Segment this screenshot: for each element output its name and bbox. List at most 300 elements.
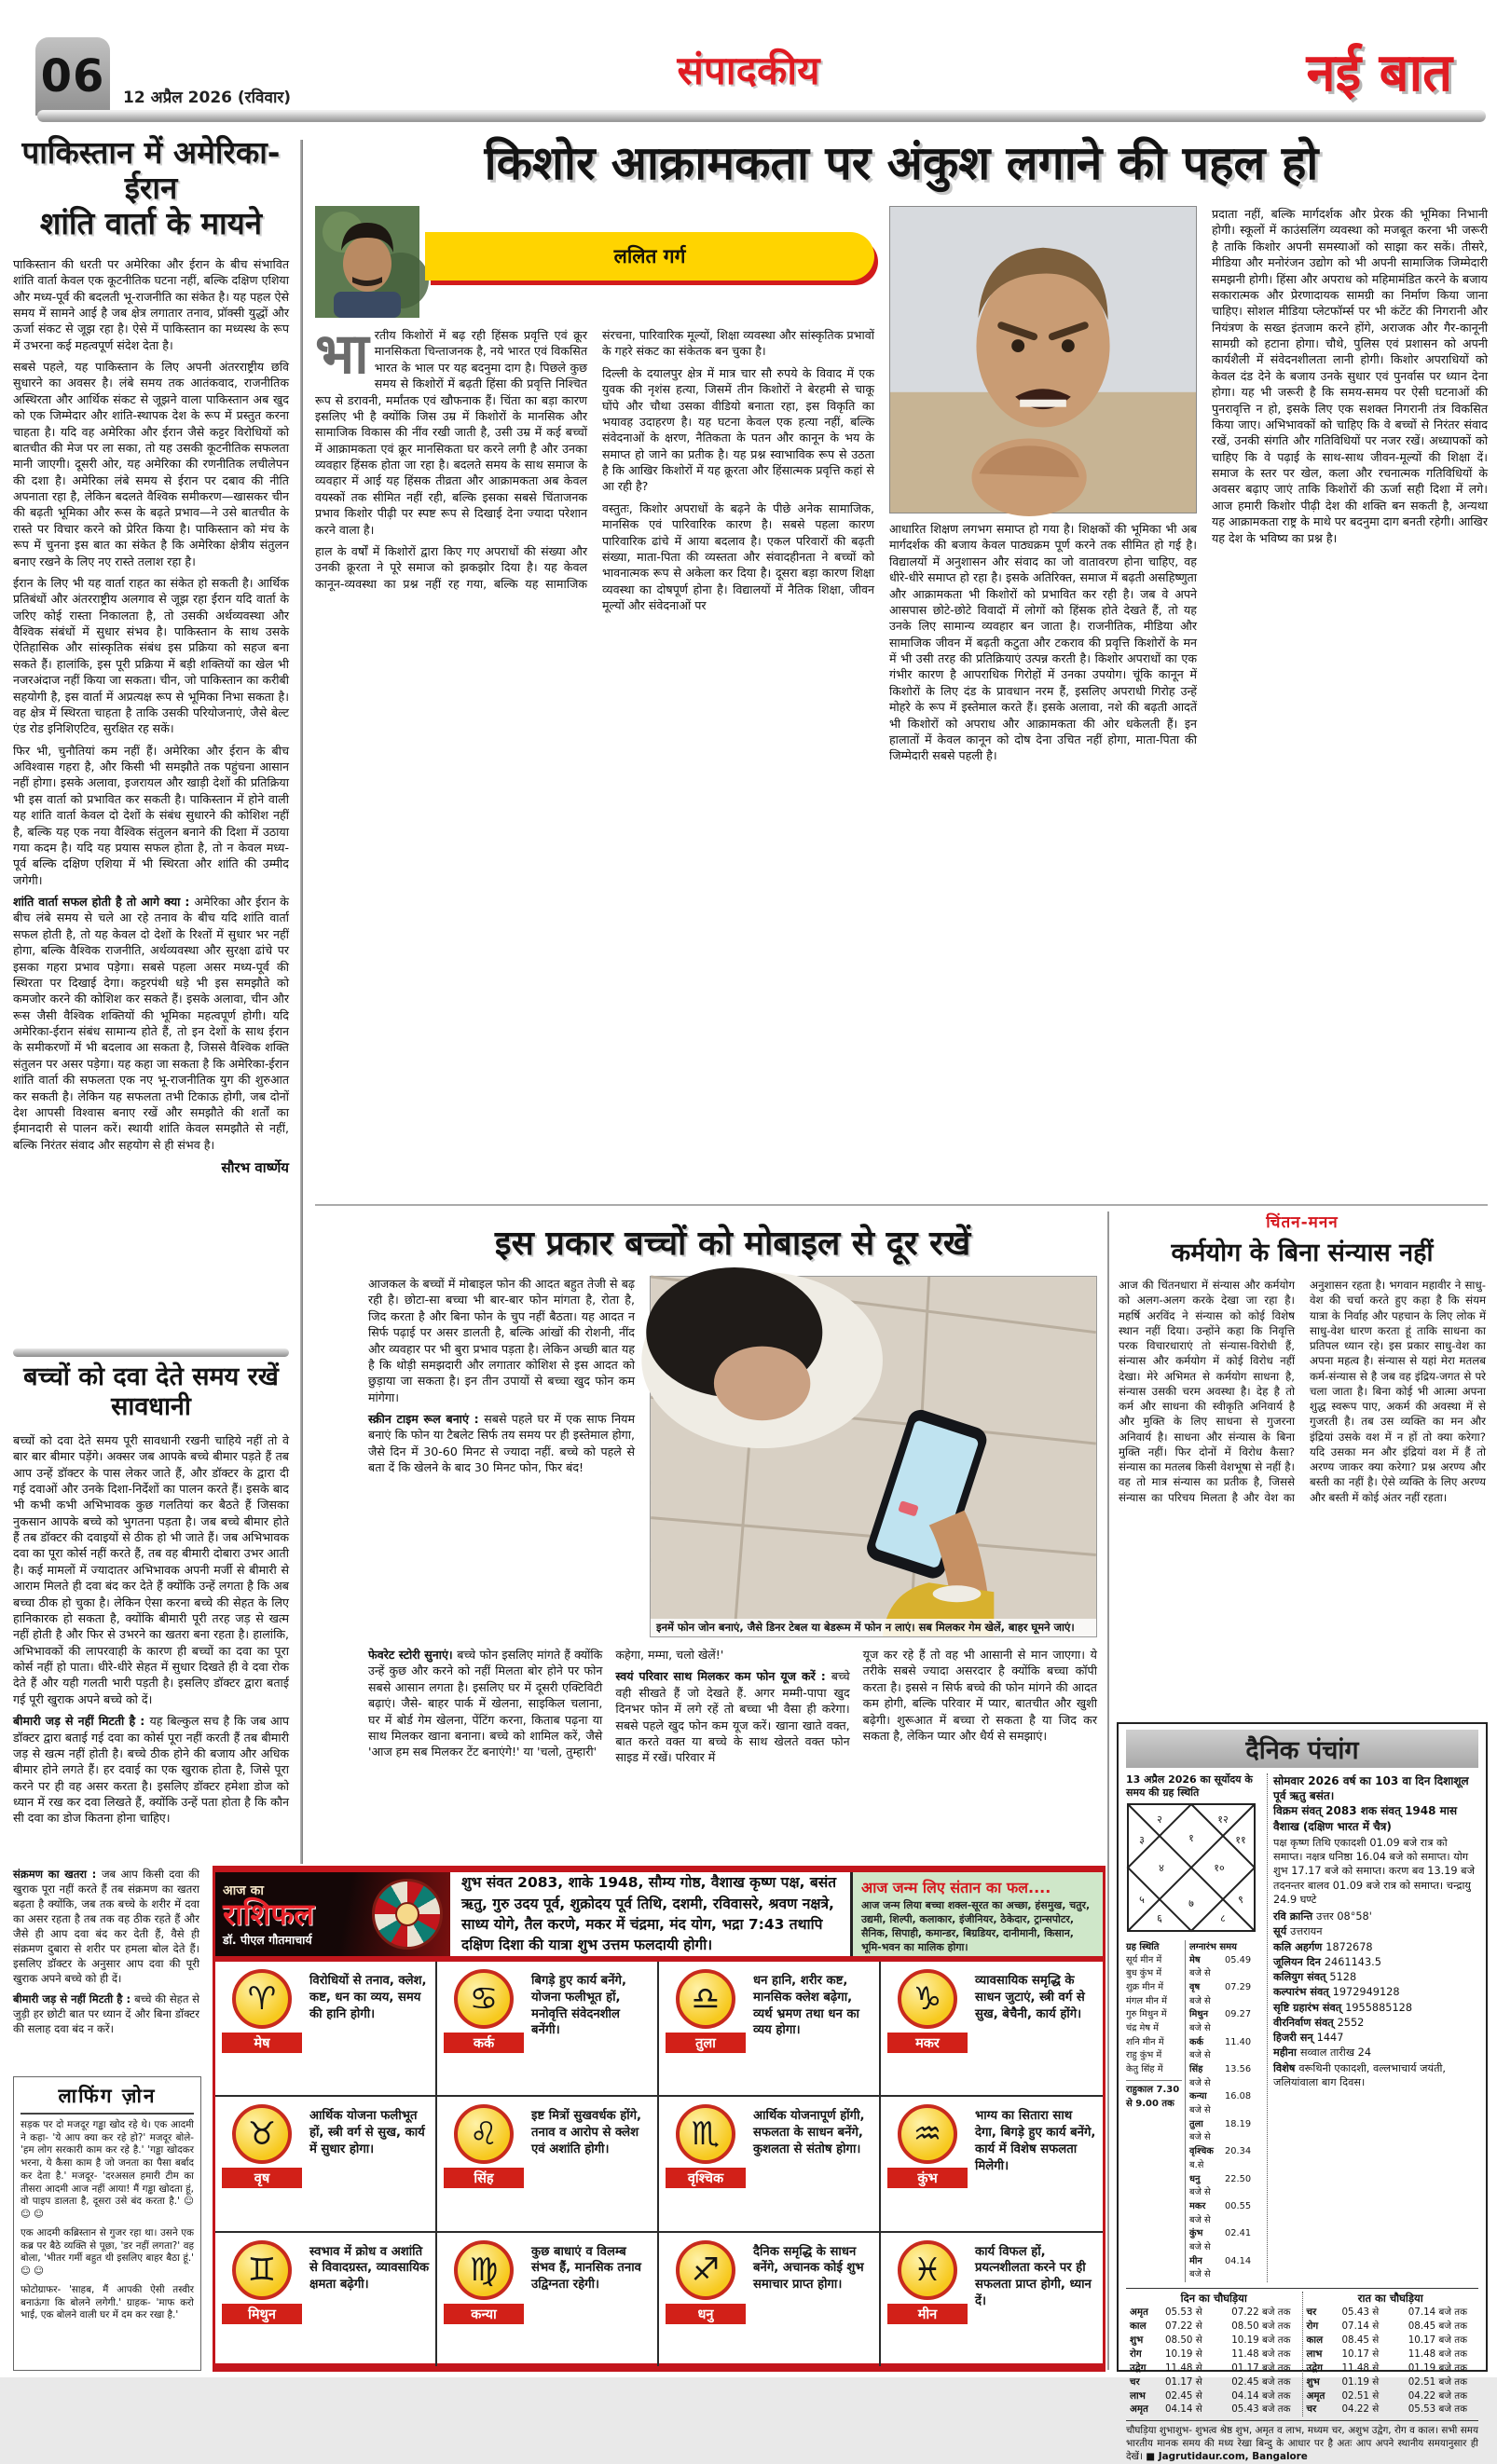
lagna-row bbox=[1189, 2200, 1262, 2227]
zodiac-name: सिंह bbox=[444, 2168, 524, 2188]
lagna-sign: कन्या bbox=[1189, 2091, 1207, 2102]
paragraph-text: ईरान के लिए भी यह वार्ता राहत का संकेत हो सकती है। आर्थिक प्रतिबंधों और अंतरराष्ट्रीय अलगाव से जूझ रहा ईरान यदि वार्ता के जरिए कोई रास्ता निकालता है, तो उसकी अर्थव्यवस्था और वैश्विक संबंधों में सुधार संभव है। पाकिस्तान के साथ उसके ऐतिहासिक और सांस्कृतिक संबंध इस प्रक्रिया को सहज बना सकते हैं। हालांकि, इस पूरी प्रक्रिया में बड़ी शक्तियों का खेल भी नजरअंदाज नहीं किया जा सकता। चीन, जो पाकिस्तान का करीबी सहयोगी है, इस वार्ता में अप्रत्यक्ष रूप से भूमिका निभा सकता है। वह क्षेत्र में स्थिरता चाहता है ताकि उसकी परियोजनाएं, जैसे बेल्ट एंड रोड इनिशिएटिव, सुरक्षित रह सकें। bbox=[13, 575, 289, 736]
angry-teen-photo bbox=[889, 206, 1197, 513]
zodiac-prediction: इष्ट मित्रों सुखवर्धक होंगे, तनाव व आरोप से क्लेश एवं अशांति होगी। bbox=[531, 2109, 642, 2156]
gemini-icon-glyph: ♊ bbox=[247, 2251, 277, 2289]
zodiac-cell bbox=[437, 1962, 659, 2097]
zodiac-name: कर्क bbox=[444, 2033, 524, 2053]
fact-value: 5128 bbox=[1329, 1971, 1357, 1983]
chaughadiya-to: 02.45 बजे तक bbox=[1231, 2375, 1291, 2388]
chaughadiya-row bbox=[1130, 2361, 1298, 2375]
zodiac-name: धनु bbox=[666, 2304, 746, 2324]
chaughadiya-name: रोग bbox=[1130, 2348, 1142, 2360]
chaughadiya-name: अमृत bbox=[1130, 2307, 1148, 2318]
lagna-sign: तुला bbox=[1189, 2118, 1203, 2129]
fact-value: 1972949128 bbox=[1332, 1986, 1400, 1999]
chaughadiya-row bbox=[1307, 2402, 1476, 2416]
chaughadiya-from: 05.43 से bbox=[1341, 2307, 1380, 2318]
panchang-fact bbox=[1273, 1955, 1478, 1969]
author-ribbon bbox=[425, 232, 874, 281]
zodiac-cell bbox=[659, 2233, 881, 2366]
chaughadiya-from: 01.19 से bbox=[1341, 2375, 1380, 2388]
fact-value: वरूथिनी एकादशी, वल्लभाचार्य जयंती, जलियांवाला बाग दिवस। bbox=[1273, 2061, 1447, 2088]
birth-result-box bbox=[853, 1872, 1103, 1956]
chaughadiya-from: 04.22 से bbox=[1341, 2403, 1380, 2416]
lagna-sign: धनु bbox=[1189, 2173, 1201, 2184]
lagna-sign: मेष bbox=[1189, 1954, 1201, 1965]
cancer-icon-glyph: ♋ bbox=[469, 1980, 499, 2018]
rashifal-panchang-line: शुभ संवत 2083, शाके 1948, सौम्य गोष्ठ, वैशाख कृष्ण पक्ष, बसंत ऋतु, गुरु उदय पूर्व, शुक्रोदय पूर्व तिथि, दशमी, रविवासरे, श्रवण नक्षत्रे, साध्य योगे, तैल करणे, मकर में चंद्रमा, मंद योग, भद्रा 7:43 तथापि दक्षिण दिशा की यात्रा शुभ उत्तम फलदायी होगी। bbox=[450, 1872, 853, 1956]
lagna-time: 13.56 बजे से bbox=[1189, 2064, 1252, 2088]
zodiac-prediction: स्वभाव में क्रोध व अशांति से विवादग्रस्त, व्यावसायिक क्षमता बढ़ेगी। bbox=[309, 2244, 430, 2293]
aries-icon-glyph: ♈ bbox=[247, 1980, 277, 2018]
zodiac-cell bbox=[215, 2233, 437, 2366]
virgo-icon-glyph: ♍ bbox=[469, 2251, 499, 2289]
fact-key: रवि क्रान्ति bbox=[1273, 1910, 1317, 1923]
chaughadiya-to: 04.22 बजे तक bbox=[1408, 2389, 1468, 2402]
chaughadiya-name: चर bbox=[1306, 2403, 1317, 2416]
rahukal: राहुकाल 7.30 से 9.00 तक bbox=[1126, 2080, 1182, 2111]
inline-subhead: स्क्रीन टाइम रूल बनाएं : bbox=[368, 1412, 485, 1426]
chintan-headline: कर्मयोग के बिना संन्यास नहीं bbox=[1171, 1239, 1434, 1267]
svg-text:७: ७ bbox=[1188, 1896, 1194, 1910]
lagna-sign: मीन bbox=[1189, 2255, 1202, 2266]
chaughadiya-from: 07.14 से bbox=[1341, 2320, 1380, 2332]
panchang-fact bbox=[1273, 1924, 1478, 1938]
zodiac-prediction: धन हानि, शरीर कष्ट, मानसिक क्लेश बढ़ेगा, व्यर्थ भ्रमण तथा धन का व्यय होगा। bbox=[753, 1974, 859, 2038]
rashifal-badge-title: राशिफल bbox=[223, 1896, 314, 1932]
panchang-fact bbox=[1273, 1970, 1478, 1984]
zodiac-prediction: कार्य विफल हों, प्रयत्नशीलता करने पर ही सफलता प्राप्त होगी, ध्यान दें। bbox=[975, 2244, 1092, 2309]
drop-cap: भा bbox=[315, 322, 369, 387]
lagna-row bbox=[1189, 1954, 1262, 1981]
lagna-time: 11.40 बजे से bbox=[1189, 2036, 1252, 2061]
grah-row: शनि मीन में bbox=[1126, 2036, 1164, 2047]
chaughadiya-row bbox=[1307, 2306, 1476, 2320]
section-title: संपादकीय bbox=[677, 48, 820, 93]
chaughadiya-name: अमृत bbox=[1306, 2389, 1325, 2402]
panchang-fact bbox=[1273, 2001, 1478, 2015]
libra-icon-glyph: ♎ bbox=[691, 1980, 721, 2018]
fact-key: वीरनिर्वाण संवत् bbox=[1273, 2016, 1338, 2029]
panchang-day-line: सोमवार 2026 वर्ष का 103 वा दिन दिशाशूल पूर्व ऋतु बसंत। bbox=[1273, 1774, 1469, 1803]
chaughadiya-name: उद्वेग bbox=[1306, 2361, 1323, 2374]
scorpio-icon bbox=[676, 2104, 735, 2164]
svg-text:१: १ bbox=[1188, 1831, 1194, 1844]
paragraph-text: सबसे पहले, यह पाकिस्तान के लिए अपनी अंतरराष्ट्रीय छवि सुधारने का अवसर है। लंबे समय तक आतंकवाद, राजनीतिक अस्थिरता और आर्थिक संकट से जूझने वाला पाकिस्तान अब खुद को एक जिम्मेदार और शांति-स्थापक देश के रूप में प्रस्तुत करना चाहता है। यदि वह अमेरिका और ईरान जैसे कट्टर विरोधियों को बातचीत की मेज पर ला सका, तो यह उसकी कूटनीतिक सफलता मानी जाएगी। दूसरी ओर, यह अमेरिका की रणनीतिक लचीलेपन की दशा है। अमेरिका लंबे समय से ईरान पर दबाव की नीति अपनाता रहा है, लेकिन बदलते वैश्विक समीकरण—खासकर चीन की बढ़ती भूमिका और रूस के बढ़ते प्रभाव—ने उसे बातचीत के रास्ते पर विचार करने को प्रेरित किया है। पाकिस्तान को मंच के रूप में चुनना इस बात का संकेत है कि अमेरिका क्षेत्रीय संतुलन बनाए रखने के लिए नए रास्ते तलाश रहा है। bbox=[13, 360, 289, 568]
panchang-fact bbox=[1273, 2031, 1478, 2045]
aries-icon bbox=[232, 1969, 292, 2029]
grah-row: मंगल मीन में bbox=[1126, 1995, 1167, 2006]
edition-date: 12 अप्रैल 2026 (रविवार) bbox=[123, 89, 292, 107]
lagna-sign: सिंह bbox=[1189, 2064, 1203, 2074]
svg-text:९: ९ bbox=[1238, 1893, 1243, 1906]
chaughadiya-row bbox=[1130, 2306, 1298, 2320]
medicine-body-part1 bbox=[13, 1432, 289, 1827]
zodiac-grid bbox=[215, 1962, 1103, 2366]
pisces-icon-glyph: ♓ bbox=[913, 2251, 942, 2289]
fact-key: सूर्य bbox=[1273, 1925, 1291, 1938]
rashifal-strip bbox=[213, 1866, 1106, 2372]
article-teen-aggression bbox=[315, 138, 1488, 1200]
article1-body bbox=[13, 256, 289, 1153]
paragraph-text: बच्चों को दवा देते समय पूरी सावधानी रखनी चाहिये नहीं तो वे बार बार बीमार पड़ेंगे। अक्सर जब आपके बच्चे बीमार पड़ते हैं तब आप उन्हें डॉक्टर के पास लेकर जाते हैं, और डॉक्टर के द्वारा दी गई दवाओं और उनके दिशा-निर्देशों का पालन करते हैं। इसके बाद भी कभी कभी अभिभावक कुछ गलतियां कर बैठते हैं जिसका नुकसान आपके बच्चे को भुगतना पड़ता है। जब बच्चे बीमार होते हैं तब डॉक्टर की दवाइयों से ठीक हो भी जाते हैं। जब अभिभावक दवा का पूरा कोर्स नहीं करते हैं, तब वह बीमारी दोबारा उभर आती है। कई मामलों में ज्यादातर अभिभावक अपनी मर्जी से बीमारी से आराम मिलते ही दवा बंद कर देते हैं क्योंकि उन्हें लगता है कि अब बच्चा ठीक हो चुका है। लेकिन ऐसा करना बच्चे की सेहत के लिए हानिकारक हो सकता है, क्योंकि बीमारी पूरी तरह जड़ से खत्म नहीं होती है और फिर से उभरने का खतरा बना रहता है। हालांकि, अभिभावकों की लापरवाही के कारण ही बच्चों का दवा का पूरा कोर्स नहीं हो पाता। धीरे-धीरे सेहत में सुधार दिखते ही वे दवा रोक देते हैं और यही गलती भारी पड़ती है। इसलिए डॉक्टर द्वारा बताई गई पूरी खुराक अपने बच्चे को दें। bbox=[13, 1432, 289, 1706]
paragraph-text: एक आदमी कब्रिस्तान से गुजर रहा था। उसने एक कब्र पर बैठे व्यक्ति से पूछा, 'डर नहीं लगता?' वह बोला, 'भीतर गर्मी बहुत थी इसलिए बाहर बैठा हूं.' ☺ ☺ bbox=[21, 2226, 194, 2278]
paragraph-text: बच्चे की सेहत से जुड़ी हर छोटी बात पर ध्यान दें और बिना डॉक्टर की सलाह दवा बंद न करें। bbox=[13, 1992, 199, 2035]
chintan-manan-box bbox=[1117, 1207, 1488, 1718]
svg-text:१२: १२ bbox=[1217, 1813, 1229, 1826]
chaughadiya-row bbox=[1307, 2348, 1476, 2361]
capricorn-icon bbox=[898, 1969, 957, 2029]
lagna-row bbox=[1189, 2173, 1262, 2200]
lagna-row bbox=[1189, 2008, 1262, 2035]
main-article-col4: प्रदाता नहीं, बल्कि मार्गदर्शक और प्रेरक की भूमिका निभानी होगी। स्कूलों में काउंसलिंग व्यवस्था को मजबूत करना भी जरूरी है ताकि किशोर अपनी समस्याओं को साझा कर सकें। तीसरे, मीडिया और मनोरंजन उद्योग को भी अपनी सामाजिक जिम्मेदारी समझनी होगी। हिंसा और अपराध को महिमामंडित करने के बजाय सकारात्मक और प्रेरणादायक सामग्री का निर्माण किया जाना चाहिए। सोशल मीडिया प्लेटफॉर्म्स पर भी कंटेंट की निगरानी और नियंत्रण के सख्त इंतजाम करने होंगे, अराजक और गैर-कानूनी सामग्री को हटाना होगा। चौथे, पुलिस एवं प्रशासन को अपनी कार्यशैली में संवेदनशीलता लानी होगी। किशोर अपराधियों को केवल दंड देने के बजाय उनके सुधार एवं पुनर्वास पर ध्यान देना होगा। यह भी जरूरी है कि समय-समय पर ऐसी घटनाओं की पुनरावृत्ति न हो, इसके लिए एक सशक्त निगरानी तंत्र विकसित किया जाए। अभिभावकों को चाहिए कि वे बच्चों से निरंतर संवाद रखें, उनकी संगति और गतिविधियों पर नजर रखें। अध्यापकों को चाहिए कि वे पढ़ाई के साथ-साथ जीवन-मूल्यों की शिक्षा दें। समाज के स्तर पर खेल, कला और रचनात्मक गतिविधियों के अवसर बढ़ाए जाएं ताकि किशोरों की ऊर्जा सही दिशा में लगे। आज हमारी किशोर पीढ़ी देश की शक्ति बन सकती है, अन्यथा यह आक्रामकता राष्ट्र के माथे पर बदनुमा दाग बनती रहेगी। आखिर यह देश के भविष्य का प्रश्न है। bbox=[1212, 207, 1488, 545]
lagna-sign: कर्क bbox=[1189, 2036, 1204, 2047]
taurus-icon bbox=[232, 2104, 292, 2164]
rashifal-badge-top: आज का bbox=[223, 1882, 264, 1898]
column-rule-right bbox=[1107, 1211, 1109, 2370]
zodiac-prediction: कुछ बाधाएं व विलम्ब संभव हैं, मानसिक तनाव उद्विग्नता रहेगी। bbox=[531, 2244, 641, 2293]
lagna-time: 05.49 बजे से bbox=[1189, 1954, 1252, 1979]
sagittarius-icon bbox=[676, 2240, 735, 2300]
leo-icon-glyph: ♌ bbox=[469, 2115, 499, 2154]
chaughadiya-row bbox=[1130, 2334, 1298, 2348]
zodiac-prediction: बिगड़े हुए कार्य बनेंगे, योजना फलीभूत हों, मनोवृत्ति संवेदनशील बनेंगी। bbox=[531, 1974, 626, 2038]
inline-subhead: बीमारी जड़ से नहीं मिटती है : bbox=[13, 1714, 150, 1729]
chaughadiya-night-title: रात का चौघड़िया bbox=[1357, 2292, 1423, 2305]
chaughadiya-row bbox=[1130, 2375, 1298, 2389]
chaughadiya-name: शुभ bbox=[1306, 2375, 1320, 2388]
fact-value: 1955885128 bbox=[1345, 2001, 1413, 2014]
aquarius-icon bbox=[898, 2104, 957, 2164]
paragraph-text: जब आप किसी दवा की खुराक पूरा नहीं करते हैं तब संक्रमण का खतरा बढ़ता है क्योंकि, जब तक बच्चे के शरीर में दवा का असर रहता है तब तक वह ठीक रहते हैं और जैसे ही आप दवा बंद कर देती हैं, वैसे ही संक्रमण दुबारा से शरीर पर हमला बोल देते हैं। इसलिए डॉक्टर के अनुसार आप दवा की पूरी खुराक अपने बच्चे को ही दें। bbox=[13, 1868, 199, 1985]
panchang-fact bbox=[1273, 2016, 1478, 2030]
mobile-image-caption: इनमें फोन जोन बनाएं, जैसे डिनर टेबल या बेडरूम में फोन न लाएं। सब मिलकर गेम खेलें, बाहर घूमने जाएं। bbox=[651, 1619, 1096, 1636]
chaughadiya-name: रोग bbox=[1306, 2320, 1319, 2332]
author-portrait-illustration bbox=[315, 206, 419, 318]
lagna-row bbox=[1189, 2145, 1262, 2172]
main-article-col3: आधारित शिक्षण लगभग समाप्त हो गया है। शिक्षकों की भूमिका भी अब मार्गदर्शक की बजाय केवल पाठ्यक्रम पूर्ण करने तक सीमित हो गई है। विद्यालयों में अनुशासन और संवाद का जो वातावरण होना चाहिए, वह धीरे-धीरे समाप्त हो रहा है। इसके अतिरिक्त, समाज में बढ़ती असहिष्णुता और आक्रामकता भी किशोरों को प्रभावित कर रही है। जब वे अपने आसपास छोटे-छोटे विवादों में लोगों को हिंसक होते देखते हैं, तो यह उनके लिए सामान्य व्यवहार बन जाता है। राजनीतिक, मीडिया और सामाजिक जीवन में बढ़ती कटुता और टकराव की प्रवृत्ति किशोरों के मन में भी उसी तरह की प्रतिक्रियाएं उत्पन्न करती है। किशोर अपराधों का एक गंभीर कारण है आपराधिक गिरोहों में उनका उपयोग। चूंकि कानून में किशोरों के लिए दंड के प्रावधान नरम हैं, इसलिए अपराधी गिरोह उन्हें मोहरे के रूप में इस्तेमाल करते हैं। इसके अलावा, नशे की बढ़ती आदतें भी किशोरों को अपराध और आक्रामकता की ओर धकेलती हैं। इन हालातों में केवल कानून को दोष देना उचित नहीं होगा, माता-पिता की जिम्मेदारी सबसे पहली है। bbox=[889, 522, 1197, 763]
zodiac-cell bbox=[437, 2233, 659, 2366]
inline-subhead: फेवरेट स्टोरी सुनाएं। bbox=[368, 1648, 458, 1662]
paragraph-text: बच्चे वही सीखते हैं जो देखते हैं. अगर मम्मी-पापा खुद दिनभर फोन में लगे रहें तो बच्चा भी वैसा ही करेगा। सबसे पहले खुद फोन कम यूज करें। खाना खाते वक्त, बात करते वक्त या बच्चे के साथ खेलते वक्त फोन साइड में रखें। परिवार में bbox=[615, 1669, 850, 1765]
chaughadiya-night-table bbox=[1307, 2306, 1476, 2416]
virgo-icon bbox=[454, 2240, 514, 2300]
fact-key: कलियुग संवत् bbox=[1273, 1971, 1330, 1983]
masthead: नई बात bbox=[1306, 43, 1452, 103]
svg-text:११: ११ bbox=[1235, 1833, 1246, 1846]
rashifal-badge bbox=[215, 1872, 450, 1956]
paragraph bbox=[368, 1647, 602, 1760]
chaughadiya-to: 07.14 बजे तक bbox=[1408, 2307, 1468, 2318]
lagna-sign: मकर bbox=[1189, 2200, 1206, 2211]
chaughadiya-row bbox=[1307, 2361, 1476, 2375]
laughing-zone-title: लाफिंग ज़ोन bbox=[21, 2083, 194, 2115]
lagna-time: 16.08 बजे से bbox=[1189, 2091, 1252, 2116]
paragraph bbox=[21, 2119, 194, 2222]
lagna-row bbox=[1189, 2036, 1262, 2063]
lagna-time: 04.14 बजे से bbox=[1189, 2255, 1252, 2280]
chaughadiya-day-table bbox=[1130, 2306, 1298, 2416]
panchang-footer: चौघड़िया शुभाशुभ- शुभत्व श्रेष्ठ शुभ, अमृत व लाभ, मध्यम चर, अशुभ उद्वेग, रोग व काल। सभी समय भारतीय मानक समय की मध्य रेखा बिन्दु के आधार पर है अतः आप अपने स्थानीय समयानुसार ही देखें। ■ Jagrutidaur.com, Bangalore bbox=[1126, 2420, 1478, 2463]
zodiac-cell bbox=[881, 2097, 1103, 2232]
paragraph-text: पाकिस्तान की धरती पर अमेरिका और ईरान के बीच संभावित शांति वार्ता केवल एक कूटनीतिक घटना नहीं, बल्कि दक्षिण एशिया और मध्य-पूर्व की बदलती भू-राजनीति का संकेत है। यह पहल ऐसे समय में सामने आई है जब क्षेत्र लगातार तनाव, प्रॉक्सी युद्धों और ऊर्जा संकट से जूझ रहा है। ऐसे में पाकिस्तान का मध्यस्थ के रूप में उभरना कई महत्वपूर्ण संदेश देता है। bbox=[13, 256, 289, 352]
paragraph bbox=[13, 743, 289, 888]
lagna-row bbox=[1189, 1981, 1262, 2008]
daily-panchang-box bbox=[1117, 1722, 1488, 2463]
zodiac-name: मकर bbox=[887, 2033, 968, 2053]
paragraph-text: बच्चे फोन इसलिए मांगते हैं क्योंकि उन्हें कुछ और करने को नहीं मिलता बोर होने पर फोन सबसे आसान लगता है। इसलिए घर में दूसरी एक्टिविटी बढ़ाएं। जैसे- बाहर पार्क में खेलना, साइकिल चलाना, घर में बोर्ड गेम खेलना, पेंटिंग करना, किताब पढ़ना या साथ मिलकर खाना बनाना। बच्चे को शामिल करें, जैसे 'आज हम सब मिलकर टेंट बनाएंगे!' या 'चलो, तुम्हारी' bbox=[368, 1648, 603, 1759]
svg-text:२: २ bbox=[1157, 1813, 1162, 1826]
zodiac-prediction: व्यावसायिक समृद्धि के साधन जुटाएं, स्त्री वर्ग से सुख, बेचैनी, कार्य होंगे। bbox=[975, 1974, 1085, 2021]
paragraph bbox=[13, 256, 289, 353]
grah-row: बुध कुंभ में bbox=[1126, 1968, 1162, 1979]
chaughadiya-from: 02.51 से bbox=[1341, 2389, 1380, 2402]
angry-teen-illustration bbox=[890, 207, 1196, 513]
grah-list bbox=[1126, 1954, 1182, 2077]
paragraph bbox=[863, 1647, 1097, 1744]
chaughadiya-to: 11.48 बजे तक bbox=[1231, 2348, 1291, 2360]
chaughadiya-name: चर bbox=[1130, 2375, 1140, 2388]
chaughadiya-to: 05.53 बजे तक bbox=[1408, 2403, 1468, 2416]
article-medicine-caution bbox=[13, 1362, 289, 1864]
grah-title: ग्रह स्थिति bbox=[1126, 1941, 1160, 1952]
zodiac-name: मेष bbox=[222, 2033, 302, 2053]
fact-key: जूलियन दिन bbox=[1273, 1955, 1325, 1968]
lagna-title: लग्नारंभ समय bbox=[1189, 1941, 1237, 1952]
paragraph-text: अमेरिका और ईरान के बीच लंबे समय से चले आ रहे तनाव के बीच यदि शांति वार्ता सफल होती है, तो यह केवल दो देशों के रिश्तों में सुधार भर नहीं होगा, बल्कि वैश्विक राजनीति, अर्थव्यवस्था और सुरक्षा ढांचे पर इसका गहरा प्रभाव पड़ेगा। सबसे पहला असर मध्य-पूर्व की स्थिरता पर दिखाई देगा। कट्टरपंथी धड़े भी इस समझौते को कमजोर करने की कोशिश कर सकते हैं। इसके अलावा, चीन और रूस जैसी वैश्विक शक्तियों की भूमिका महत्वपूर्ण होगी। यदि अमेरिका-ईरान संबंध सामान्य होते हैं, तो इन देशों के साथ ईरान के समीकरणों में भी बदलाव आ सकता है, जिससे वैश्विक शक्ति संतुलन पर असर पड़ेगा। यह कहा जा सकता है कि अमेरिका-ईरान शांति वार्ता की सफलता एक नए भू-राजनीतिक युग की शुरुआत कर सकती है। लेकिन यह सफलता तभी टिकाऊ होगी, जब दोनों देश आपसी विश्वास बनाए रखें और समझौते की शर्तों का ईमानदारी से पालन करें। स्थायी शांति केवल समझौते से नहीं, बल्कि निरंतर संवाद और सहयोग से ही संभव है। bbox=[13, 895, 289, 1152]
svg-text:४: ४ bbox=[1159, 1861, 1164, 1874]
chaughadiya-row bbox=[1307, 2320, 1476, 2334]
chaughadiya-name: लाभ bbox=[1306, 2348, 1323, 2360]
paragraph bbox=[615, 1668, 849, 1765]
svg-text:५: ५ bbox=[1139, 1893, 1145, 1906]
chaughadiya-row bbox=[1307, 2334, 1476, 2348]
lagna-sign: कुंभ bbox=[1189, 2228, 1203, 2239]
panchang-fact bbox=[1273, 1985, 1478, 1999]
article1-end-bar bbox=[13, 1348, 289, 1357]
fact-value: 2552 bbox=[1337, 2016, 1365, 2029]
zodiac-cell bbox=[437, 2097, 659, 2232]
chintan-body: आज की चिंतनधारा में संन्यास और कर्मयोग को अलग-अलग करके देखा जा रहा है। महर्षि अरविंद ने संन्यास को कोई विशेष स्थान नहीं दिया। उन्होंने कहा कि निवृत्ति परक विचारधाराएं तो संन्यास-विरोधी हैं, संन्यास और कर्मयोग में कोई विरोध नहीं देखा। मेरे अभिमत से कर्मयोग साधना है, संन्यास उसकी चरम अवस्था है। देह है तो कर्म और साधना की स्वीकृति अनिवार्य है और मुक्ति के लिए साधना से गुजरना अनिवार्य है। साधना और संन्यास के बिना मुक्ति नहीं। फिर दोनों में विरोध कैसा? संन्यास का मतलब किसी वेशभूषा से नहीं है। वह तो मात्र संन्यास का प्रतीक है, जिससे संन्यास का परिचय मिलता है और वेश का अनुशासन रहता है। भगवान महावीर ने साधु-वेश की चर्चा करते हुए कहा है कि संयम यात्रा के निर्वाह और पहचान के लिए लोक में साधु-वेश धारण करता हूं ताकि साधना का प्रतिपल ध्यान रहे। इस प्रकार साधु-वेश का अपना महत्व है। संन्यास से यहां मेरा मतलब कर्म-संन्यास से है जब वह इंद्रिय-जगत से परे चला जाता है। बिना कोई भी आत्मा अपना शुद्ध स्वरूप पाए, अकर्म की अवस्था में से गुजरती है। तब उस व्यक्ति का मन और इंद्रियां उसके वश में न हों तो क्या करेगा? यदि उसका मन और इंद्रियां वश में हैं तो अरण्य जाकर क्या करेगा? प्रश्न अरण्य और बस्ती का नहीं है। ऐसे व्यक्ति के लिए अरण्य और बस्ती में कोई अंतर नहीं रहता। bbox=[1119, 1279, 1486, 1504]
zodiac-prediction: दैनिक समृद्धि के साधन बनेंगे, अचानक कोई शुभ समाचार प्राप्त होगा। bbox=[753, 2244, 864, 2293]
laughing-zone-box bbox=[13, 2076, 201, 2371]
kundli-chart bbox=[1126, 1802, 1262, 1937]
chaughadiya-from: 08.45 से bbox=[1341, 2334, 1380, 2346]
lagna-row bbox=[1189, 2063, 1262, 2090]
zodiac-prediction: विरोधियों से तनाव, क्लेश, कष्ट, धन का व्यय, समय की हानि होगी। bbox=[309, 1974, 427, 2021]
medicine-headline: बच्चों को दवा देते समय रखें सावधानी bbox=[23, 1362, 279, 1422]
chaughadiya-name: उद्वेग bbox=[1130, 2361, 1147, 2374]
lagna-sign: वृश्चिक bbox=[1189, 2146, 1214, 2157]
zodiac-cell bbox=[215, 2097, 437, 2232]
paragraph-text: यह बिल्कुल सच है कि जब आप डॉक्टर द्वारा बताई गई दवा का कोर्स पूरा नहीं करती हैं तब बीमारी जड़ से खत्म नहीं होती है। बच्चे ठीक होने की बजाय और अधिक बीमार होने लगते हैं। हर दवाई का एक खुराक होता है, जिसे पूरा करने पर ही वह असर करता है। इसलिए डॉक्टर हमेशा डोज को ध्यान में रख कर दवा लिखते हैं, क्योंकि उन्हें पता होता है कि कौन सी दवा का डोज कितना होना चाहिए। bbox=[13, 1714, 290, 1826]
column-rule-left bbox=[300, 140, 303, 1864]
zodiac-cell bbox=[659, 2097, 881, 2232]
birth-result-title: आज जन्म लिए संतान का फल.... bbox=[861, 1879, 1051, 1896]
fact-key: सृष्टि ग्रहारंभ संवत् bbox=[1273, 2001, 1346, 2014]
article1-byline: सौरभ वार्ष्णेय bbox=[221, 1159, 289, 1177]
grah-row: शुक्र मीन में bbox=[1126, 1981, 1164, 1992]
lagna-sign: मिथुन bbox=[1189, 2009, 1209, 2020]
chaughadiya-row bbox=[1130, 2389, 1298, 2403]
lagna-time: 00.55 बजे से bbox=[1189, 2200, 1252, 2225]
inline-subhead: संक्रमण का खतरा : bbox=[13, 1868, 102, 1881]
chaughadiya-from: 08.50 से bbox=[1165, 2334, 1202, 2346]
gemini-icon bbox=[232, 2240, 292, 2300]
panchang-fact bbox=[1273, 2046, 1478, 2060]
paragraph-text: सबसे पहले घर में एक साफ नियम बनाएं कि फोन या टैबलेट सिर्फ तय समय पर ही इस्तेमाल होगा, जैसे दिन में 30-60 मिनट से ज्यादा नहीं. बच्चे को पहले से बता दें कि खेलने के बाद 30 मिनट फोन, फिर बंद! bbox=[368, 1412, 635, 1475]
fact-key: कल्पारंभ संवत् bbox=[1273, 1986, 1333, 1999]
paragraph bbox=[21, 2227, 194, 2279]
paragraph bbox=[615, 1647, 849, 1663]
zodiac-name: कन्या bbox=[444, 2304, 524, 2324]
zodiac-name: मिथुन bbox=[222, 2304, 302, 2324]
pisces-icon bbox=[898, 2240, 957, 2300]
paragraph bbox=[368, 1411, 635, 1476]
chintan-kicker: चिंतन-मनन bbox=[1266, 1213, 1339, 1232]
main-article-left-columns: भारतीय किशोरों में बढ़ रही हिंसक प्रवृत्ति एवं क्रूर मानसिकता चिन्ताजनक है, नये भारत एवं विकसित भारत के भाल पर यह बदनुमा दाग है। पिछले कुछ समय से किशोरों में बढ़ती हिंसा की प्रवृत्ति निश्चित रूप से डरावनी, मर्मांतक एवं खौफनाक हैं। चिंता का बड़ा कारण इसलिए भी है क्योंकि जिस उम्र में किशोरों के मानसिक और सामाजिक विकास की नींव रखी जाती है, उसी उम्र में कई बच्चों में आक्रामकता एवं क्रूर मानसिकता घर करने लगी है और उनका व्यवहार हिंसक होता जा रहा है। बदलते समय के साथ समाज के व्यवहार में आई यह हिंसक तीव्रता और आक्रामकता अब केवल वयस्कों तक सीमित नहीं रही, बल्कि इसका सबसे चिंताजनक प्रभाव किशोर पीढ़ी पर स्पष्ट रूप से दिखाई देना ज्यादा परेशान करने वाला है। हाल के वर्षों में किशोरों द्वारा किए गए अपराधों की संख्या और उनकी क्रूरता ने पूरे समाज को झकझोर दिया है। यह केवल कानून-व्यवस्था का प्रश्न नहीं रह गया, बल्कि यह सामाजिक संरचना, पारिवारिक मूल्यों, शिक्षा व्यवस्था और सांस्कृतिक प्रभावों के गहरे संकट का संकेतक बन चुका है। दिल्ली के दयालपुर क्षेत्र में मात्र चार सौ रुपये के विवाद में एक युवक की नृशंस हत्या, जिसमें तीन किशोरों ने बेरहमी से चाकू घोंपे और चौथा उसका वीडियो बनाता रहा, इस विकृति का भयावह उदाहरण है। यह घटना केवल एक हत्या नहीं, बल्कि संवेदनाओं के क्षरण, नैतिकता के पतन और कानून के भय के समाप्त हो जाने का प्रतीक है। यह प्रश्न स्वाभाविक रूप से उठता है कि आखिर किशोरों में यह क्रूरता और हिंसात्मक प्रवृत्ति कहां से आ रही है? वस्तुतः, किशोर अपराधों के बढ़ने के पीछे अनेक सामाजिक, मानसिक एवं पारिवारिक कारण है। सबसे पहला कारण पारिवारिक ढांचे में आया बदलाव है। एकल परिवारों की बढ़ती संख्या, माता-पिता की व्यस्तता और संवादहीनता ने बच्चों को भावनात्मक रूप से अकेला कर दिया है। दूसरा बड़ा कारण शिक्षा व्यवस्था का दोषपूर्ण होना है। विद्यालयों में नैतिक शिक्षा, जीवन मूल्यों और संवेदनाओं पर bbox=[315, 322, 874, 612]
mobile-article-col1 bbox=[368, 1276, 635, 1637]
chaughadiya-name: शुभ bbox=[1130, 2334, 1144, 2346]
paragraph bbox=[13, 1992, 199, 2037]
article1-headline: पाकिस्तान में अमेरिका- ईरान शांति वार्ता के मायने bbox=[21, 134, 281, 241]
article-kids-mobile bbox=[368, 1219, 1097, 1864]
fact-key: महीना bbox=[1273, 2046, 1300, 2060]
zodiac-cell bbox=[881, 2233, 1103, 2366]
chaughadiya-to: 10.17 बजे तक bbox=[1408, 2334, 1468, 2346]
fact-value: सव्वाल तारीख 24 bbox=[1299, 2046, 1372, 2060]
author-photo bbox=[315, 206, 419, 318]
paragraph-text: फिर भी, चुनौतियां कम नहीं हैं। अमेरिका और ईरान के बीच अविश्वास गहरा है, और किसी भी समझौते तक पहुंचना आसान नहीं होगा। इसके अलावा, इजरायल और खाड़ी देशों की प्रतिक्रिया भी इस वार्ता को प्रभावित कर सकती है। पाकिस्तान में होने वाली यह शांति वार्ता केवल दो देशों के संबंध सुधारने की कोशिश नहीं है, बल्कि यह एक नया वैश्विक संतुलन बनाने की दिशा में उठाया गया कदम है। यदि यह प्रयास सफल होता है, तो न केवल मध्य-पूर्व बल्कि दक्षिण एशिया में भी स्थिरता और शांति की उम्मीद जगेगी। bbox=[13, 743, 289, 887]
zodiac-name: कुंभ bbox=[887, 2168, 968, 2188]
chaughadiya-day-title: दिन का चौघड़िया bbox=[1180, 2292, 1247, 2305]
rashifal-astrologer: डॉ. पीएल गौतमाचार्य bbox=[223, 1932, 312, 1947]
header-divider-bar bbox=[37, 110, 1486, 122]
fact-value: उत्तरायन bbox=[1290, 1925, 1323, 1938]
chaughadiya-row bbox=[1130, 2348, 1298, 2361]
grah-row: गुरु मिथुन में bbox=[1126, 2009, 1167, 2020]
chaughadiya-row bbox=[1307, 2375, 1476, 2389]
lagna-row bbox=[1189, 2118, 1262, 2145]
main-article-bottom-rule bbox=[315, 1204, 1488, 1206]
paragraph-text: आजकल के बच्चों में मोबाइल फोन की आदत बहुत तेजी से बढ़ रही है। छोटा-सा बच्चा भी बार-बार फोन मांगता है, रोता है, जिद करता है और बिना फोन के चुप नहीं बैठता। यह आदत न सिर्फ पढ़ाई पर असर डालती है, बल्कि आंखों की रोशनी, नींद और व्यवहार पर भी बुरा प्रभाव पड़ता है। लेकिन अच्छी बात यह है कि थोड़ी समझदारी और लगातार कोशिश से इस आदत को छुड़ाया जा सकता है। इन तीन उपायों से बच्चा खुद फोन कम मांगेगा। bbox=[368, 1277, 635, 1404]
grah-row: सूर्य मीन में bbox=[1126, 1954, 1162, 1965]
taurus-icon-glyph: ♉ bbox=[247, 2115, 277, 2154]
chaughadiya-to: 11.48 बजे तक bbox=[1408, 2348, 1468, 2360]
main-headline: किशोर आक्रामकता पर अंकुश लगाने की पहल हो bbox=[484, 136, 1319, 190]
lagna-time: 18.19 बजे से bbox=[1189, 2118, 1252, 2143]
paragraph-text: कहेगा, मम्मा, चलो खेलें!' bbox=[615, 1648, 724, 1662]
fact-key: कलि अहर्गण bbox=[1273, 1940, 1326, 1953]
fact-value: उत्तर 08°58' bbox=[1316, 1910, 1372, 1923]
chaughadiya-from: 02.45 से bbox=[1165, 2389, 1202, 2402]
lagna-time: 20.34 ब.से bbox=[1189, 2146, 1252, 2170]
capricorn-icon-glyph: ♑ bbox=[913, 1980, 942, 2018]
grah-row: राहु कुंभ में bbox=[1126, 2050, 1162, 2061]
paragraph bbox=[13, 575, 289, 737]
chaughadiya-to: 08.45 बजे तक bbox=[1408, 2320, 1468, 2332]
article-medicine-caution-continued bbox=[13, 1868, 199, 2071]
panchang-vikram-line: विक्रम संवत् 2083 शक संवत् 1948 मास वैशाख (दक्षिण भारत में चैत्र) bbox=[1273, 1804, 1458, 1833]
panchang-fact bbox=[1273, 1940, 1478, 1954]
mobile-headline: इस प्रकार बच्चों को मोबाइल से दूर रखें bbox=[494, 1225, 971, 1263]
paragraph-text: फोटोग्राफर- 'साहब, मैं आपकी ऐसी तस्वीर बनाऊंगा कि बोलने लगेगी.' ग्राहक- 'माफ करो भाई, एक बोलने वाली घर में दम कर रखा है.' bbox=[21, 2283, 194, 2321]
lagna-row bbox=[1189, 2255, 1262, 2282]
child-phone-photo bbox=[650, 1276, 1097, 1637]
chaughadiya-name: काल bbox=[1130, 2320, 1147, 2332]
inline-subhead: स्वयं परिवार साथ मिलकर कम फोन यूज करें : bbox=[615, 1669, 831, 1684]
svg-text:८: ८ bbox=[1220, 1911, 1226, 1924]
paragraph bbox=[13, 894, 289, 1153]
lagna-time: 09.27 बजे से bbox=[1189, 2009, 1252, 2033]
kundli-diagram bbox=[1126, 1802, 1257, 1933]
lagna-row bbox=[1189, 2090, 1262, 2117]
zodiac-cell bbox=[659, 1962, 881, 2097]
lagna-row bbox=[1189, 2227, 1262, 2254]
panchang-fact bbox=[1273, 1910, 1478, 1923]
chaughadiya-from: 11.48 से bbox=[1165, 2361, 1202, 2374]
chaughadiya-to: 01.19 बजे तक bbox=[1408, 2361, 1468, 2374]
chaughadiya-name: लाभ bbox=[1130, 2389, 1146, 2402]
birth-result-text: आज जन्म लिया बच्चा शक्ल-सूरत का अच्छा, हंसमुख, चतुर, उद्यमी, शिल्पी, कलाकार, इंजीनियर, ठेकेदार, ट्रान्सपोटर, सैनिक, सिपाही, कमान्डर, बिग्रडियर, दानीमानी, किसान, भूमि-भवन का मालिक होगा। bbox=[861, 1899, 1091, 1953]
panchang-fact bbox=[1273, 2061, 1478, 2090]
inline-subhead: बीमारी जड़ से नहीं मिटती है : bbox=[13, 1992, 135, 2005]
mobile-article-col2 bbox=[368, 1647, 602, 1772]
zodiac-name: मीन bbox=[887, 2304, 968, 2324]
page-number: 06 bbox=[40, 50, 105, 103]
paragraph bbox=[13, 1868, 199, 1987]
paragraph bbox=[368, 1276, 635, 1405]
chaughadiya-row bbox=[1130, 2320, 1298, 2334]
lagna-sign: वृष bbox=[1189, 1981, 1201, 1992]
scorpio-icon-glyph: ♏ bbox=[691, 2115, 721, 2154]
chaughadiya-row bbox=[1130, 2402, 1298, 2416]
chaughadiya-from: 10.19 से bbox=[1165, 2348, 1202, 2360]
aquarius-icon-glyph: ♒ bbox=[913, 2115, 942, 2154]
chaughadiya-name: अमृत bbox=[1130, 2403, 1148, 2416]
grah-row: चंद्र मेष में bbox=[1126, 2022, 1160, 2033]
lagna-list bbox=[1189, 1954, 1262, 2283]
paragraph bbox=[13, 1432, 289, 1707]
inline-subhead: शांति वार्ता सफल होती है तो आगे क्या : bbox=[13, 895, 195, 910]
paragraph bbox=[21, 2284, 194, 2322]
fact-key: हिजरी सन् bbox=[1273, 2032, 1317, 2044]
chaughadiya-to: 07.22 बजे तक bbox=[1231, 2307, 1291, 2318]
panchang-credit: ■ Jagrutidaur.com, Bangalore bbox=[1146, 2451, 1308, 2463]
zodiac-name: वृश्चिक bbox=[666, 2168, 746, 2188]
grah-row: केतु सिंह में bbox=[1126, 2064, 1163, 2074]
chaughadiya-from: 11.48 से bbox=[1341, 2361, 1380, 2374]
chaughadiya-from: 01.17 से bbox=[1165, 2375, 1202, 2388]
svg-text:३: ३ bbox=[1139, 1833, 1145, 1846]
chaughadiya-to: 01.17 बजे तक bbox=[1231, 2361, 1291, 2374]
zodiac-prediction: भाग्य का सितारा साथ देगा, बिगड़े हुए कार्य बनेंगे, कार्य में विशेष सफलता मिलेगी। bbox=[975, 2109, 1096, 2173]
lagna-time: 07.29 बजे से bbox=[1189, 1981, 1252, 2006]
panchang-title: दैनिक पंचांग bbox=[1126, 1730, 1478, 1768]
chaughadiya-to: 05.43 बजे तक bbox=[1231, 2403, 1291, 2416]
chaughadiya-to: 08.50 बजे तक bbox=[1231, 2320, 1291, 2332]
zodiac-cell bbox=[215, 1962, 437, 2097]
zodiac-prediction: आर्थिक योजना फलीभूत हों, स्त्री वर्ग से सुख, कार्य में सुधार होगा। bbox=[309, 2109, 425, 2156]
chaughadiya-to: 02.51 बजे तक bbox=[1408, 2375, 1468, 2388]
chaughadiya-from: 07.22 से bbox=[1165, 2320, 1202, 2332]
paragraph-text: सड़क पर दो मजदूर गड्ढा खोद रहे थे। एक आदमी ने कहा- 'ये आप क्या कर रहे हो?' मजदूर बोले- 'हम लोग सरकारी काम कर रहे है.' 'गड्ढा खोदकर भरना, ये कैसा काम है जो जनता का पैसा बर्बाद कर देता है.' मजदूर- 'दरअसल हमारी टीम का तीसरा आदमी आज नहीं आया! मैं गड्ढा खोदता हूं, वो पाइप डालता है, दूसरा उसे बंद करता है.' ☺ ☺ ☺ bbox=[21, 2119, 194, 2221]
paragraph-text: यूज कर रहे हैं तो वह भी आसानी से मान जाएगा। ये तरीके सबसे ज्यादा असरदार है क्योंकि बच्चा कॉपी करता है। इससे न सिर्फ बच्चे की फोन मांगने की आदत कम होगी, बल्कि परिवार में प्यार, बातचीत और खुशी बढ़ेगी। शुरूआत में बच्चा रो सकता है या जिद कर सकता है, लेकिन प्यार और धैर्य से समझाएं। bbox=[862, 1648, 1097, 1743]
article-pakistan-us-iran bbox=[13, 135, 289, 1347]
zodiac-name: तुला bbox=[666, 2033, 746, 2053]
panchang-left-label: 13 अप्रैल 2026 का सूर्योदय के समय की ग्रह स्थिति bbox=[1126, 1773, 1253, 1799]
